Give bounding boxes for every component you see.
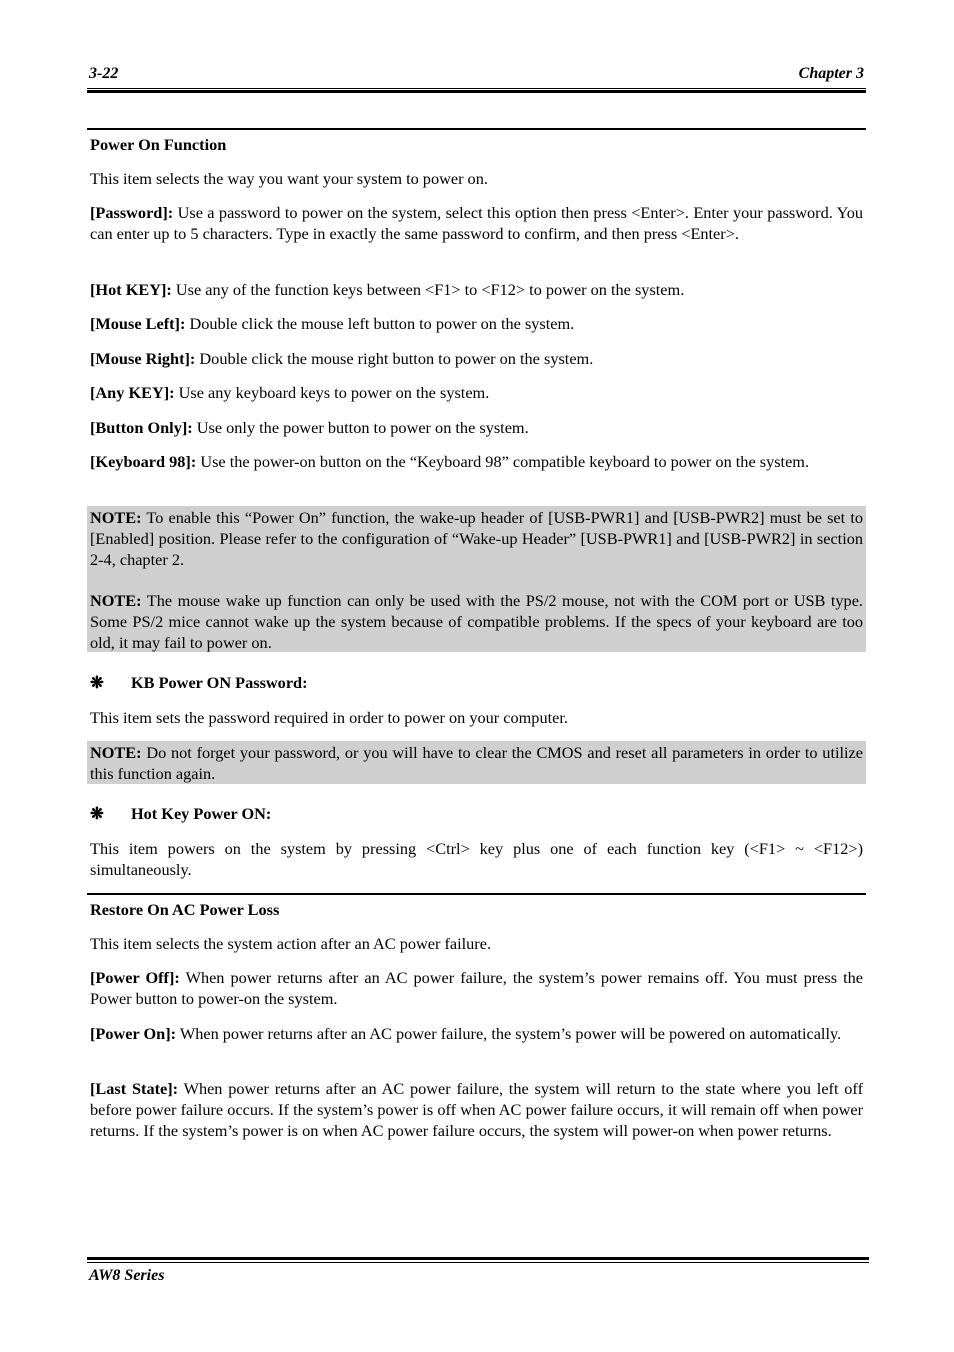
option-button-only (90, 417, 863, 438)
note-label: NOTE: (90, 743, 142, 762)
option-label: [Keyboard 98]: (90, 452, 197, 471)
section-divider (87, 893, 866, 895)
option-label: [Password]: (90, 203, 174, 222)
option-text: Use any of the function keys between <F1> to <F12> to power on the system. (171, 280, 685, 299)
kb-password-text: This item sets the password required in order to power on your computer. (90, 708, 568, 727)
bullet-star-icon: ❋ (90, 673, 104, 692)
note-text: The mouse wake up function can only be used with the PS/2 mouse, not with the COM port or USB type. Some PS/2 mice cannot wake up the system because of compatible problems. If the specs of your keyboard are too old, it may fail to power on. (90, 591, 863, 652)
note-label: NOTE: (90, 508, 142, 527)
option-keyboard-98 (90, 451, 863, 472)
section-divider (87, 128, 866, 130)
option-power-on (90, 1023, 863, 1044)
note-box-kb-password (87, 741, 866, 784)
note-box-power-on (87, 506, 866, 652)
option-label: [Hot KEY]: (90, 280, 172, 299)
option-any-key (90, 382, 863, 403)
option-password (90, 202, 863, 244)
option-text: When power returns after an AC power failure, the system’s power remains off. You must press the Power button to power-on the system. (90, 968, 863, 1008)
note-text: To enable this “Power On” function, the wake-up header of [USB-PWR1] and [USB-PWR2] must be set to [Enabled] position. Please refer to the configuration of “Wake-up Header” [USB-PWR1] and [USB-PWR2] in section 2-4, chapter 2. (90, 508, 863, 569)
header-rule-thin (87, 88, 866, 89)
section-intro: This item selects the system action after an AC power failure. (90, 934, 492, 953)
option-label: [Power On]: (90, 1024, 177, 1043)
option-label: [Any KEY]: (90, 383, 175, 402)
option-text: Use the power-on button on the “Keyboard 98” compatible keyboard to power on the system. (196, 452, 810, 471)
footer-rule-thin (87, 1262, 869, 1263)
option-label: [Power Off]: (90, 968, 180, 987)
option-text: Use a password to power on the system, select this option then press <Enter>. Enter your password. You can enter up to 5 characters. Type in exactly the same password to confirm, and then press <Enter>. (90, 203, 863, 243)
option-text: Use any keyboard keys to power on the system. (174, 383, 490, 402)
note-forget-password (90, 742, 863, 784)
section-title-restore-ac-power-loss: Restore On AC Power Loss (90, 900, 280, 919)
subsection-title: KB Power ON Password: (131, 673, 308, 692)
footer-series: AW8 Series (89, 1267, 165, 1284)
section-title-power-on-function: Power On Function (90, 135, 227, 154)
kb-power-on-password-heading (90, 673, 308, 693)
option-text: Use only the power button to power on the system. (192, 418, 529, 437)
option-text: When power returns after an AC power failure, the system’s power will be powered on automatically. (176, 1024, 842, 1043)
note-label: NOTE: (90, 591, 142, 610)
bullet-star-icon: ❋ (90, 804, 104, 823)
option-text: When power returns after an AC power failure, the system will return to the state where you left off before power failure occurs. If the system’s power is off when AC power failure occurs, it will remain off when power returns. If the system’s power is on when AC power failure occurs, the system will power-on when power returns. (90, 1079, 863, 1140)
option-label: [Button Only]: (90, 418, 193, 437)
option-text: Double click the mouse right button to power on the system. (195, 349, 594, 368)
section-intro: This item selects the way you want your system to power on. (90, 169, 488, 188)
note-wakeup-header (90, 507, 863, 570)
footer-rule-thick (87, 1257, 869, 1260)
hot-key-power-on-heading (90, 804, 271, 824)
option-last-state (90, 1078, 863, 1141)
subsection-title: Hot Key Power ON: (131, 804, 272, 823)
option-hot-key (90, 279, 863, 300)
note-text: Do not forget your password, or you will have to clear the CMOS and reset all parameters in order to utilize this function again. (90, 743, 863, 783)
option-label: [Mouse Right]: (90, 349, 196, 368)
note-ps2-mouse (90, 590, 863, 653)
option-mouse-left (90, 313, 863, 334)
chapter-label: Chapter 3 (798, 65, 864, 82)
option-power-off (90, 967, 863, 1009)
page-number: 3-22 (89, 65, 119, 82)
hot-key-text: This item powers on the system by pressing <Ctrl> key plus one of each function key (<F1> ~ <F12>) simultaneously. (90, 839, 863, 879)
header-rule-thick (87, 90, 866, 93)
option-label: [Mouse Left]: (90, 314, 186, 333)
option-text: Double click the mouse left button to power on the system. (185, 314, 575, 333)
option-mouse-right (90, 348, 863, 369)
option-label: [Last State]: (90, 1079, 179, 1098)
